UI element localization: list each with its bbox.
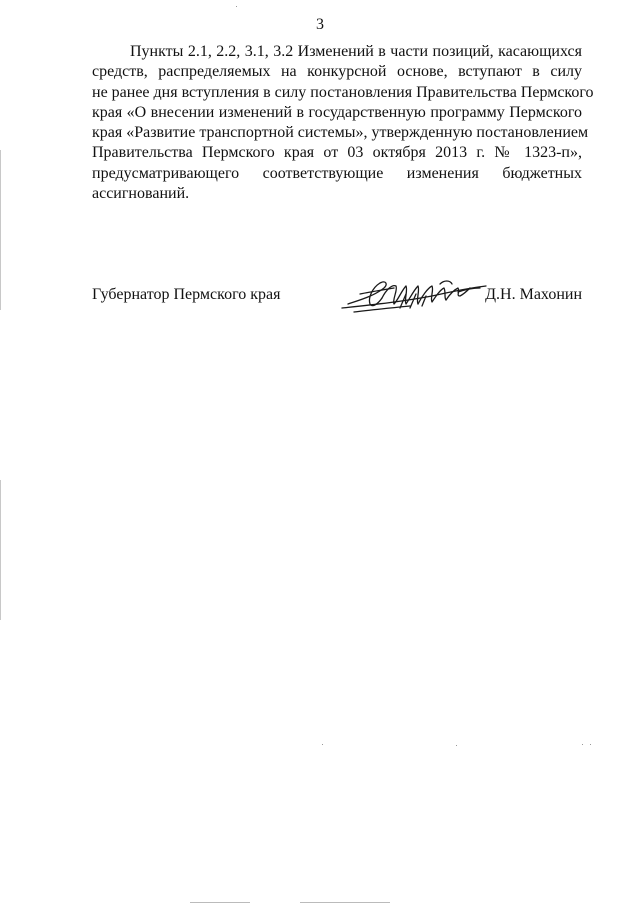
scan-margin-line [0,150,1,310]
paragraph-line: не ранее дня вступления в силу постановления Правительства Пермского [92,83,594,101]
scan-speck [322,744,323,745]
scan-bottom-edge [300,902,390,903]
signature-block [92,284,582,314]
paragraph-line: средств, распределяемых на конкурсной основе, вступают в силу [92,63,582,81]
paragraph-line: Правительства Пермского края от 03 октября 2013 г. № 1323-п», [92,144,582,162]
body-paragraph [92,42,594,204]
paragraph-line: края «О внесении изменений в государственную программу Пермского [92,103,582,121]
paragraph-line: Пункты 2.1, 2.2, 3.1, 3.2 Изменений в части позиций, касающихся [130,43,582,60]
scan-speck [590,744,591,745]
scan-bottom-edge [190,902,250,903]
signatory-name: Д.Н. Махонин [485,286,582,303]
signatory-position: Губернатор Пермского края [92,286,281,303]
scan-margin-line [0,480,1,620]
page-number: 3 [316,16,324,33]
handwritten-signature [340,274,490,316]
scan-speck [582,744,583,745]
scan-speck [456,745,457,746]
paragraph-line: края «Развитие транспортной системы», утвержденную постановлением [92,124,589,142]
scan-speck [236,6,237,7]
paragraph-line: ассигнований. [92,185,190,203]
paragraph-line: предусматривающего соответствующие изменения бюджетных [92,164,582,182]
